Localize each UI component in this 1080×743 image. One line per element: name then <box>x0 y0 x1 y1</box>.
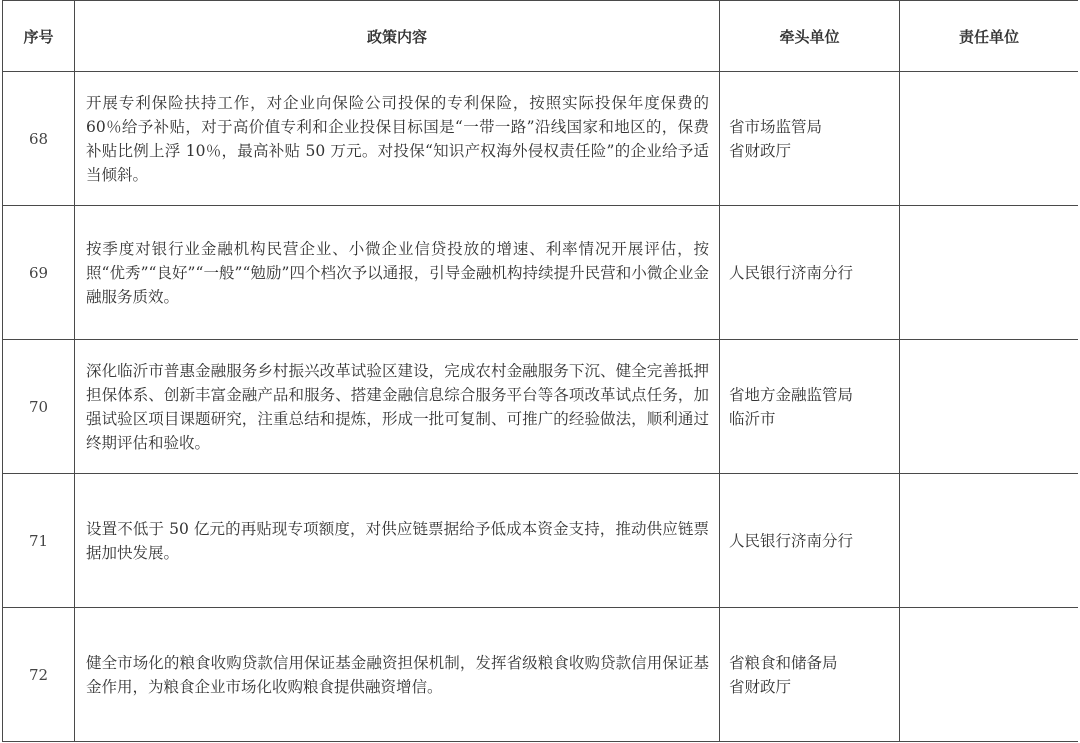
row-seq: 72 <box>3 608 75 742</box>
table-row <box>3 206 1079 340</box>
row-seq: 69 <box>3 206 75 340</box>
row-content: 深化临沂市普惠金融服务乡村振兴改革试验区建设，完成农村金融服务下沉、健全完善抵押担保体系、创新丰富金融产品和服务、搭建金融信息综合服务平台等各项改革试点任务，加强试验区项目课题研究，注重总结和提炼，形成一批可复制、可推广的经验做法，顺利通过终期评估和验收。 <box>75 340 720 474</box>
table-row <box>3 608 1079 742</box>
lead-unit-line: 省财政厅 <box>729 141 792 160</box>
table-row <box>3 340 1079 474</box>
policy-table <box>2 0 1078 742</box>
policy-table-container <box>2 0 1078 743</box>
row-content: 设置不低于 50 亿元的再贴现专项额度，对供应链票据给予低成本资金支持，推动供应链票据加快发展。 <box>75 474 720 608</box>
row-lead-unit <box>720 474 900 608</box>
row-responsible-unit <box>900 608 1079 742</box>
row-content: 按季度对银行业金融机构民营企业、小微企业信贷投放的增速、利率情况开展评估，按照“优秀”“良好”“一般”“勉励”四个档次予以通报，引导金融机构持续提升民营和小微企业金融服务质效。 <box>75 206 720 340</box>
lead-unit-line: 人民银行济南分行 <box>729 531 854 550</box>
row-content: 开展专利保险扶持工作，对企业向保险公司投保的专利保险，按照实际投保年度保费的 60％给予补贴，对于高价值专利和企业投保目标国是“一带一路”沿线国家和地区的，保费补贴比例上浮 10％，最高补贴 50 万元。对投保“知识产权海外侵权责任险”的企业给予适当倾斜。 <box>75 72 720 206</box>
header-responsible-unit: 责任单位 <box>900 1 1079 72</box>
lead-unit-line: 省粮食和储备局 <box>729 653 838 672</box>
row-lead-unit <box>720 340 900 474</box>
header-seq: 序号 <box>3 1 75 72</box>
row-lead-unit <box>720 72 900 206</box>
row-content: 健全市场化的粮食收购贷款信用保证基金融资担保机制，发挥省级粮食收购贷款信用保证基金作用，为粮食企业市场化收购粮食提供融资增信。 <box>75 608 720 742</box>
row-responsible-unit <box>900 340 1079 474</box>
lead-unit-line: 省地方金融监管局 <box>729 385 854 404</box>
row-responsible-unit <box>900 206 1079 340</box>
row-seq: 71 <box>3 474 75 608</box>
table-row <box>3 72 1079 206</box>
row-responsible-unit <box>900 72 1079 206</box>
lead-unit-line: 省市场监管局 <box>729 117 823 136</box>
row-responsible-unit <box>900 474 1079 608</box>
header-lead-unit: 牵头单位 <box>720 1 900 72</box>
table-row <box>3 474 1079 608</box>
lead-unit-line: 省财政厅 <box>729 677 792 696</box>
row-lead-unit <box>720 206 900 340</box>
header-content: 政策内容 <box>75 1 720 72</box>
lead-unit-line: 人民银行济南分行 <box>729 263 854 282</box>
lead-unit-line: 临沂市 <box>729 409 776 428</box>
table-header-row <box>3 1 1079 72</box>
row-lead-unit <box>720 608 900 742</box>
row-seq: 70 <box>3 340 75 474</box>
row-seq: 68 <box>3 72 75 206</box>
